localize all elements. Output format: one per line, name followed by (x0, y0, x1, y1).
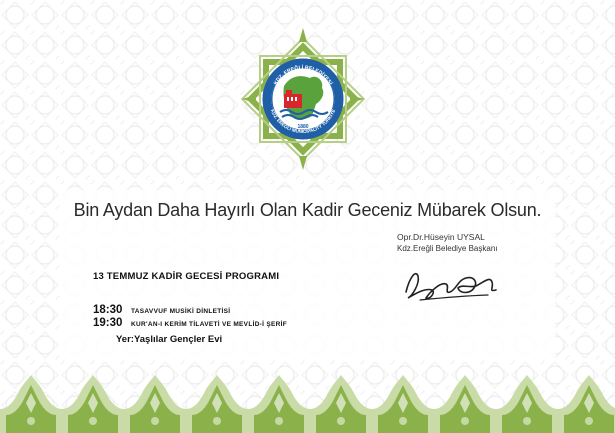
program-desc: KUR'AN-I KERİM TİLAVETİ VE MEVLİD-İ ŞERİF (131, 321, 288, 328)
program-time: 18:30 (93, 304, 123, 316)
program-time: 19:30 (93, 317, 123, 329)
signer-name: Opr.Dr.Hüseyin UYSAL (397, 232, 485, 242)
decorative-bottom-border (0, 375, 615, 433)
logo-bottom-text: KDZ. EREĞLİ MUNICIPALITY TÜRKİYE (269, 108, 337, 135)
program-title: 13 TEMMUZ KADİR GECESİ PROGRAMI (93, 271, 280, 282)
signer-title: Kdz.Ereğli Belediye Başkanı (397, 244, 498, 253)
handwritten-signature-icon (400, 262, 505, 307)
municipality-logo (238, 24, 368, 184)
logo-year: 1880 (297, 124, 309, 130)
signer-block (397, 231, 498, 255)
greeting-headline: Bin Aydan Daha Hayırlı Olan Kadir Geceniz Mübarek Olsun. (73, 200, 542, 220)
program-item (93, 313, 287, 331)
program-desc: TASAVVUF MUSİKİ DİNLETİSİ (131, 308, 231, 315)
logo-top-text: KDZ. EREĞLİ BELEDİYESİ (272, 64, 334, 87)
program-venue: Yer:Yaşlılar Gençler Evi (116, 334, 223, 345)
